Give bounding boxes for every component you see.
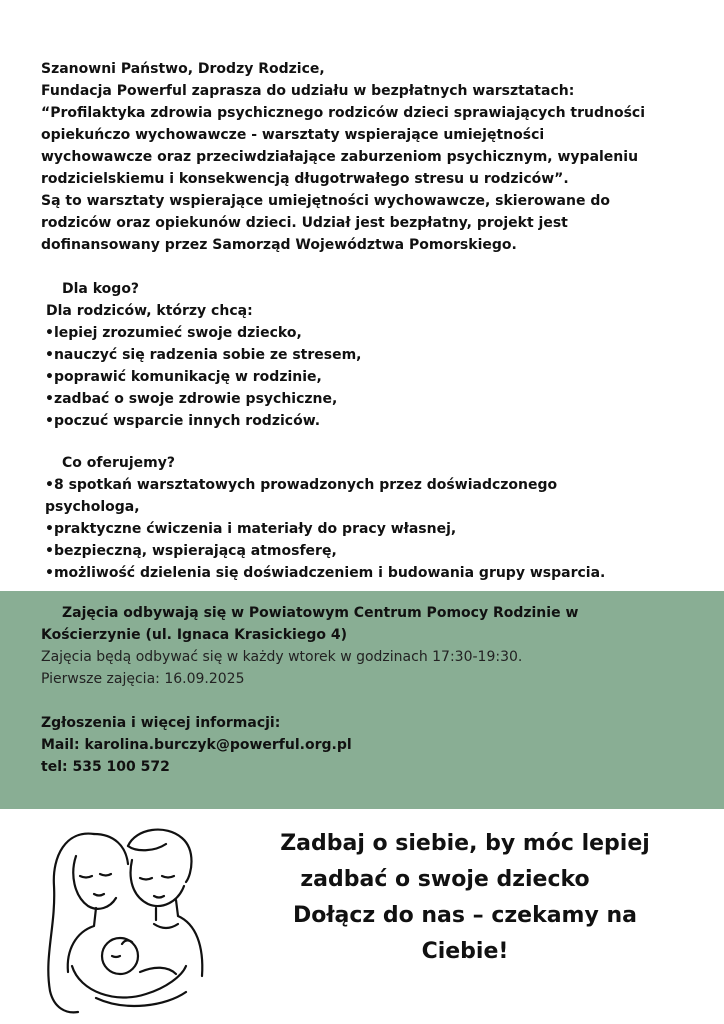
slogan-line: Zadbaj o siebie, by móc lepiej — [280, 831, 650, 856]
offer-section — [41, 452, 606, 584]
contact-heading: Zgłoszenia i więcej informacji: — [41, 715, 281, 731]
family-illustration — [36, 816, 206, 1016]
list-item: • poprawić komunikację w rodzinie, — [41, 366, 681, 388]
intro-line: dofinansowany przez Samorząd Województwa Pomorskiego. — [41, 237, 517, 253]
list-item: • możliwość dzielenia się doświadczeniem i budowania grupy wsparcia. — [41, 562, 601, 584]
slogan-line: Dołącz do nas – czekamy na — [292, 903, 637, 928]
place-line-2: Kościerzynie (ul. Ignaca Krasickiego 4) — [41, 627, 347, 643]
slogan-line: Ciebie! — [421, 939, 509, 964]
offer-heading: Co oferujemy? — [62, 455, 175, 471]
intro-text — [41, 58, 691, 256]
slogan-line: zadbać o swoje dziecko — [300, 867, 590, 892]
intro-line: rodzicielskiemu i konsekwencją długotrwałego stresu u rodziców”. — [41, 171, 569, 187]
contact-phone[interactable]: tel: 535 100 572 — [41, 759, 170, 775]
contact-email[interactable]: Mail: karolina.burczyk@powerful.org.pl — [41, 737, 352, 753]
intro-line: rodziców oraz opiekunów dzieci. Udział jest bezpłatny, projekt jest — [41, 215, 568, 231]
for-whom-heading: Dla kogo? — [62, 281, 140, 297]
list-item: • zadbać o swoje zdrowie psychiczne, — [41, 388, 681, 410]
list-item: • lepiej zrozumieć swoje dziecko, — [41, 322, 681, 344]
for-whom-subheading: Dla rodziców, którzy chcą: — [46, 303, 253, 319]
intro-line: wychowawcze oraz przeciwdziałające zaburzeniom psychicznym, wypaleniu — [41, 149, 639, 165]
place-line-1: Zajęcia odbywają się w Powiatowym Centrum Pomocy Rodzinie w — [62, 605, 579, 621]
schedule-text: Zajęcia będą odbywać się w każdy wtorek w godzinach 17:30-19:30. — [41, 649, 523, 665]
first-class-date: Pierwsze zajęcia: 16.09.2025 — [41, 671, 245, 687]
intro-line: Szanowni Państwo, Drodzy Rodzice, — [41, 61, 325, 77]
intro-line: Są to warsztaty wspierające umiejętności wychowawcze, skierowane do — [41, 193, 610, 209]
list-item: • nauczyć się radzenia sobie ze stresem, — [41, 344, 681, 366]
list-item: • bezpieczną, wspierającą atmosferę, — [41, 540, 601, 562]
intro-line: opiekuńczo wychowawcze - warsztaty wspierające umiejętności — [41, 127, 545, 143]
list-item: • poczuć wsparcie innych rodziców. — [41, 410, 681, 432]
slogan — [250, 826, 680, 970]
offer-list — [41, 474, 606, 584]
info-band — [0, 591, 724, 809]
for-whom-list — [41, 322, 681, 432]
intro-line: Fundacja Powerful zaprasza do udziału w bezpłatnych warsztatach: — [41, 83, 575, 99]
list-item: • praktyczne ćwiczenia i materiały do pracy własnej, — [41, 518, 601, 540]
intro-line: “Profilaktyka zdrowia psychicznego rodziców dzieci sprawiających trudności — [41, 105, 646, 121]
for-whom-section — [41, 278, 681, 432]
list-item: • 8 spotkań warsztatowych prowadzonych przez doświadczonego psychologa, — [41, 474, 601, 518]
